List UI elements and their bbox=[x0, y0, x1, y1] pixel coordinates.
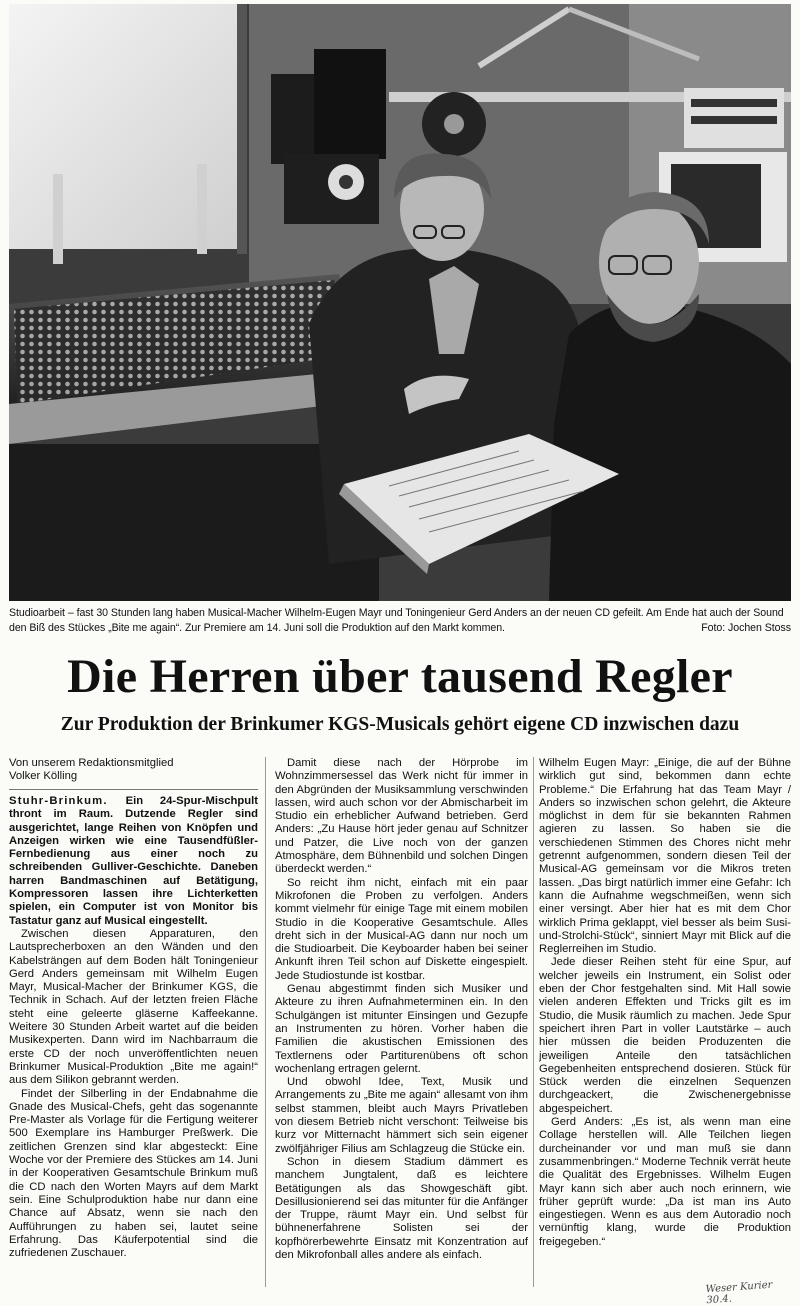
photo-credit: Foto: Jochen Stoss bbox=[701, 621, 791, 634]
photo-caption bbox=[9, 606, 791, 636]
dateline: Stuhr-Brinkum. bbox=[9, 795, 126, 807]
article-column-3 bbox=[539, 757, 791, 1297]
paragraph: Schon in diesem Stadium dämmert es manchem Jungtalent, daß es leichtere Betätigungen als das Showgeschäft gibt. Desillusionierend sei das mitunter für die Anfänger der Truppe, räumt Mayr ein. Und selbst für bühnenerfahrene Solisten sei der kopfhörerbewehrte Einsatz mit Konzentration auf den Mikrofonball alles andere als einfach. bbox=[275, 1155, 528, 1261]
lead-text: Ein 24-Spur-Mischpult thront im Raum. Dutzende Regler sind ausgerichtet, lange Reihen von Knöpfen und Anzeigen wirken wie eine Tausendfüßler-Fernbedienung aus einer noch zu schreibenden Gulliver-Geschichte. Daneben harren Bandmaschinen auf Betätigung, Kompressoren lassen ihre Lichterketten spielen, ein Computer ist von Monitor bis Tastatur ganz auf Musical eingestellt. bbox=[9, 795, 258, 927]
caption-text: Studioarbeit – fast 30 Stunden lang haben Musical-Macher Wilhelm-Eugen Mayr und Toningenieur Gerd Anders an der neuen CD gefeilt. Am Ende hat auch der Sound den Biß des Stückes „Bite me again“. Zur Premiere am 14. Juni soll die Produktion auf den Markt kommen. bbox=[9, 607, 784, 634]
paragraph: Und obwohl Idee, Text, Musik und Arrangements zu „Bite me again“ allesamt von ihm selbst stammen, bleibt auch Mayrs Privatleben von diesem Betrieb nicht verschont: Teilweise bis kurz vor Mitternacht hämmert sich sein eigener zwölfjähriger Filius am Schlagzeug die Stücke ein. bbox=[275, 1076, 528, 1155]
paragraph: Damit diese nach der Hörprobe im Wohnzimmersessel das Werk nicht für immer in den Abgründen der Musiksammlung verschwinden lassen, wird auch schon vor der Abmischarbeit im Studio ein erheblicher Aufwand betrieben. Gerd Anders: „Zu Hause hört jeder genau auf Schnitzer und Patzer, die Live noch von der ganzen Atmosphäre, dem Bühnenbild und solchen Dingen überdeckt werden.“ bbox=[275, 757, 528, 876]
studio-photo bbox=[9, 4, 791, 601]
headline: Die Herren über tausend Regler bbox=[67, 650, 733, 703]
paragraph: Wilhelm Eugen Mayr: „Einige, die auf der Bühne wirklich gut sind, bekommen dann echte Probleme.“ Die Erfahrung hat das Team Mayr / Anders so inzwischen schon gelehrt, die Akteure möglichst in dem für sie bekannten Rahmen agieren zu lassen. So haben sie die verschiedenen Stimmen des Chores nicht mehr getrennt aufgenommen, sondern diesen Teil der Musical-AG gemeinsam vor die Mikros treten lassen. „Das birgt natürlich immer eine Gefahr: Ich kann die Aufnahme wegschmeißen, wenn sich einer versingt. Aber hier hat es mit dem Chor wirklich Prima geklappt, viel besser als beim Susi-und-Strolchi-Stück“, sinniert Mayr mit Blick auf die Reglerreihen im Studio. bbox=[539, 757, 791, 956]
paragraph: Genau abgestimmt finden sich Musiker und Akteure zu ihren Aufnahmeterminen ein. In den Schulgängen ist mitunter Einsingen und Gezupfe an Instrumenten zu hören. Vorher haben die Familien die akustischen Emissionen des Textlernens oder Partiturenübens oft schon wochenlang ertragen gelernt. bbox=[275, 983, 528, 1075]
paragraph: Zwischen diesen Apparaturen, den Lautsprecherboxen an den Wänden und den Kabelsträngen auf dem Boden hält Toningenieur Gerd Anders gemeinsam mit Wilhelm Eugen Mayr, Musical-Macher der Brinkumer KGS, die Technik in Schach. Auf der letzten freien Fläche steht eine geleerte gläserne Kaffeekanne. Weitere 30 Stunden Arbeit wartet auf die beiden Musikexperten. Dann wird im Nachbarraum die erste CD der noch unveröffentlichten neuen Brinkumer Musical-Produktion „Bite me again!“ aus dem Silikon gebrannt werden. bbox=[9, 927, 258, 1087]
paragraph: So reicht ihm nicht, einfach mit ein paar Mikrofonen die Proben zu verfolgen. Anders kommt vielmehr für einige Tage mit einem mobilen Studio in die Kooperative Gesamtschule. Alles dreht sich in der Musical-AG dann nur noch um die Studioarbeit. Die Keyboarder haben bei seiner Ankunft ihren Teil schon auf Diskette eingespielt. Jede Studiostunde ist kostbar. bbox=[275, 876, 528, 982]
column-divider bbox=[533, 757, 534, 1287]
paragraph: Gerd Anders: „Es ist, als wenn man eine Collage herstellen will. Alle Teilchen liegen durcheinander vor und man muß sie dann zusammenbringen.“ Moderne Technik verrät heute die Qualität des Ergebnisses. Wilhelm Eugen Mayr kann sich aber auch noch erinnern, wie früher geprüft wurde: „Da ist man ins Auto eingestiegen. Wenn es aus dem Autoradio noch vernünftig klang, wurde die Produktion freigegeben.“ bbox=[539, 1116, 791, 1248]
article-lead bbox=[9, 795, 258, 928]
window bbox=[9, 4, 244, 249]
article-column-1 bbox=[9, 757, 258, 1297]
byline-line-1: Von unserem Redaktionsmitglied bbox=[9, 757, 174, 769]
paragraph: Findet der Silberling in der Endabnahme die Gnade des Musical-Chefs, geht das sogenannte Pre-Master als Vorlage für die Fertigung weiterer 500 Exemplare ins Hamburger Preßwerk. Die zeitlichen Grenzen sind klar abgesteckt: Eine Woche vor der Premiere des Stückes am 14. Juni in der Kooperativen Gesamtschule Brinkum muß die CD nach den Worten Mayrs auf dem Markt sein. Eine Schulproduktion habe nur dann eine Chance auf Absatz, wenn sie nach den Aufführungen zu haben sei, lautet seine Erfahrung. Das Käuferpotential sind die zufriedenen Zuschauer. bbox=[9, 1087, 258, 1260]
byline bbox=[9, 757, 258, 783]
column-divider bbox=[265, 757, 266, 1287]
article-column-2 bbox=[275, 757, 528, 1297]
subheadline: Zur Produktion der Brinkumer KGS-Musicals gehört eigene CD inzwischen dazu bbox=[60, 714, 740, 735]
paragraph: Jede dieser Reihen steht für eine Spur, auf welcher jeweils ein Instrument, ein Solist oder eben der Chor festgehalten sind. Mit Hall sowie vielen anderen Effekten und Tricks gilt es im Studio, die Musik räumlich zu machen. Jede Spur speichert ihren Part in voller Lautstärke – auch hier müssen die beiden Produzenten die jeweiligen Anteile den tatsächlichen Gegebenheiten entsprechend dosieren. Stück für Stück werden die einzelnen Sequenzen durchgeackert, die Zwischenergebnisse abgespeichert. bbox=[539, 956, 791, 1115]
person-wilhelm-eugen-mayr bbox=[549, 302, 791, 601]
byline-author: Volker Kölling bbox=[9, 770, 78, 782]
handwritten-source-note: Weser Kurier 30.4. bbox=[705, 1279, 773, 1306]
studio-photo-illustration bbox=[9, 4, 791, 601]
byline-rule bbox=[9, 789, 258, 790]
